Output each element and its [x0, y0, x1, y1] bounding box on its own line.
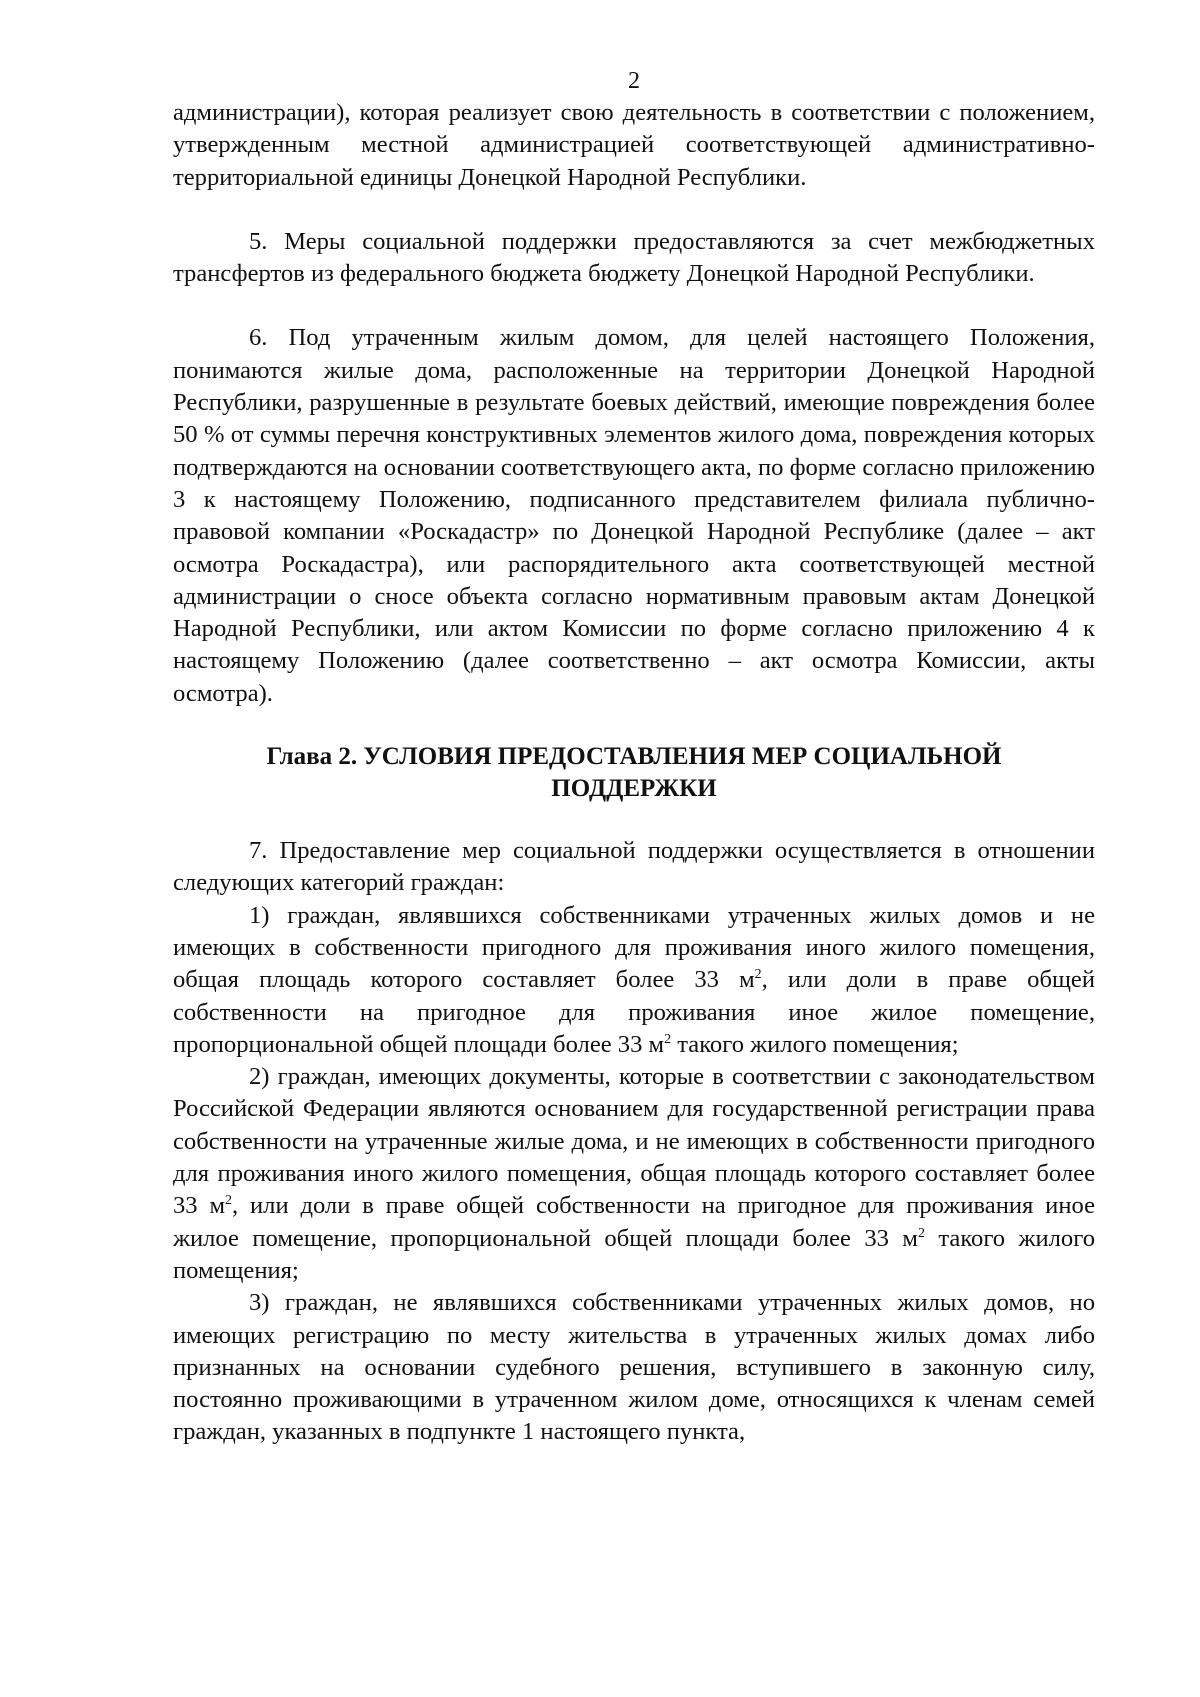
subparagraph-7-2-text-a: 2) граждан, имеющих документы, которые в соответствии с законодательством Российской Федерации являются основанием для государственной регистрации права собственности на утраченные жилые дома, и не имеющих в собственности пригодного для проживания иного жилого помещения, общая площадь которого составляет более 33 м: [173, 1063, 1095, 1220]
subparagraph-7-3: 3) граждан, не являвшихся собственниками утраченных жилых домов, но имеющих регистрацию по месту жительства в утраченных жилых домах либо признанных на основании судебного решения, вступившего в законную силу, постоянно проживающими в утраченном жилом доме, относящихся к членам семей граждан, указанных в подпункте 1 настоящего пункта,: [173, 1289, 1095, 1446]
paragraph-7: 7. Предоставление мер социальной поддержки осуществляется в отношении следующих категорий граждан:: [173, 837, 1095, 897]
paragraph-5: 5. Меры социальной поддержки предоставляются за счет межбюджетных трансфертов из федерального бюджета бюджету Донецкой Народной Республики.: [173, 227, 1095, 288]
chapter-title-line-2: ПОДДЕРЖКИ: [551, 775, 717, 803]
page-number: 2: [628, 68, 640, 94]
subparagraph-7-1-text-c: такого жилого помещения;: [671, 1030, 959, 1058]
superscript-square: 2: [754, 967, 762, 983]
subparagraph-7-2-text-c: такого жилого помещения;: [173, 1224, 1095, 1284]
chapter-title-line-1: Глава 2. УСЛОВИЯ ПРЕДОСТАВЛЕНИЯ МЕР СОЦИАЛЬНОЙ: [266, 743, 1002, 771]
subparagraph-7-1-text-a: 1) граждан, являвшихся собственниками утраченных жилых домов и не имеющих в собственности пригодного для проживания иного жилого помещения, общая площадь которого составляет более 33 м: [173, 901, 1095, 994]
superscript-square: 2: [664, 1031, 672, 1047]
paragraph-continuation: администрации), которая реализует свою деятельность в соответствии с положением, утвержденным местной администрацией соответствующей административно-территориальной единицы Донецкой Народной Республики.: [173, 99, 1095, 191]
superscript-square: 2: [917, 1225, 925, 1241]
subparagraph-7-2: [173, 1061, 1095, 1287]
subparagraph-7-1-text-b: , или доли в праве общей собственности на пригодное для проживания иное жилое помещение, пропорциональной общей площади более 33 м: [173, 966, 1095, 1058]
subparagraph-7-2-text-b: , или доли в праве общей собственности на пригодное для проживания иное жилое помещение, пропорциональной общей площади более 33 м: [173, 1192, 1096, 1252]
superscript-square: 2: [225, 1193, 233, 1209]
subparagraph-7-1: [173, 900, 1095, 1061]
chapter-title: [173, 741, 1095, 805]
paragraph-6: 6. Под утраченным жилым домом, для целей настоящего Положения, понимаются жилые дома, расположенные на территории Донецкой Народной Республики, разрушенные в результате боевых действий, имеющие повреждения более 50 % от суммы перечня конструктивных элементов жилого дома, повреждения которых подтверждаются на основании соответствующего акта, по форме согласно приложению 3 к настоящему Положению, подписанного представителем филиала публично-правовой компании «Роскадастр» по Донецкой Народной Республике (далее – акт осмотра Роскадастра), или распорядительного акта соответствующей местной администрации о сносе объекта согласно нормативным правовым актам Донецкой Народной Республики, или актом Комиссии по форме согласно приложению 4 к настоящему Положению (далее соответственно – акт осмотра Комиссии, акты осмотра).: [173, 324, 1095, 707]
